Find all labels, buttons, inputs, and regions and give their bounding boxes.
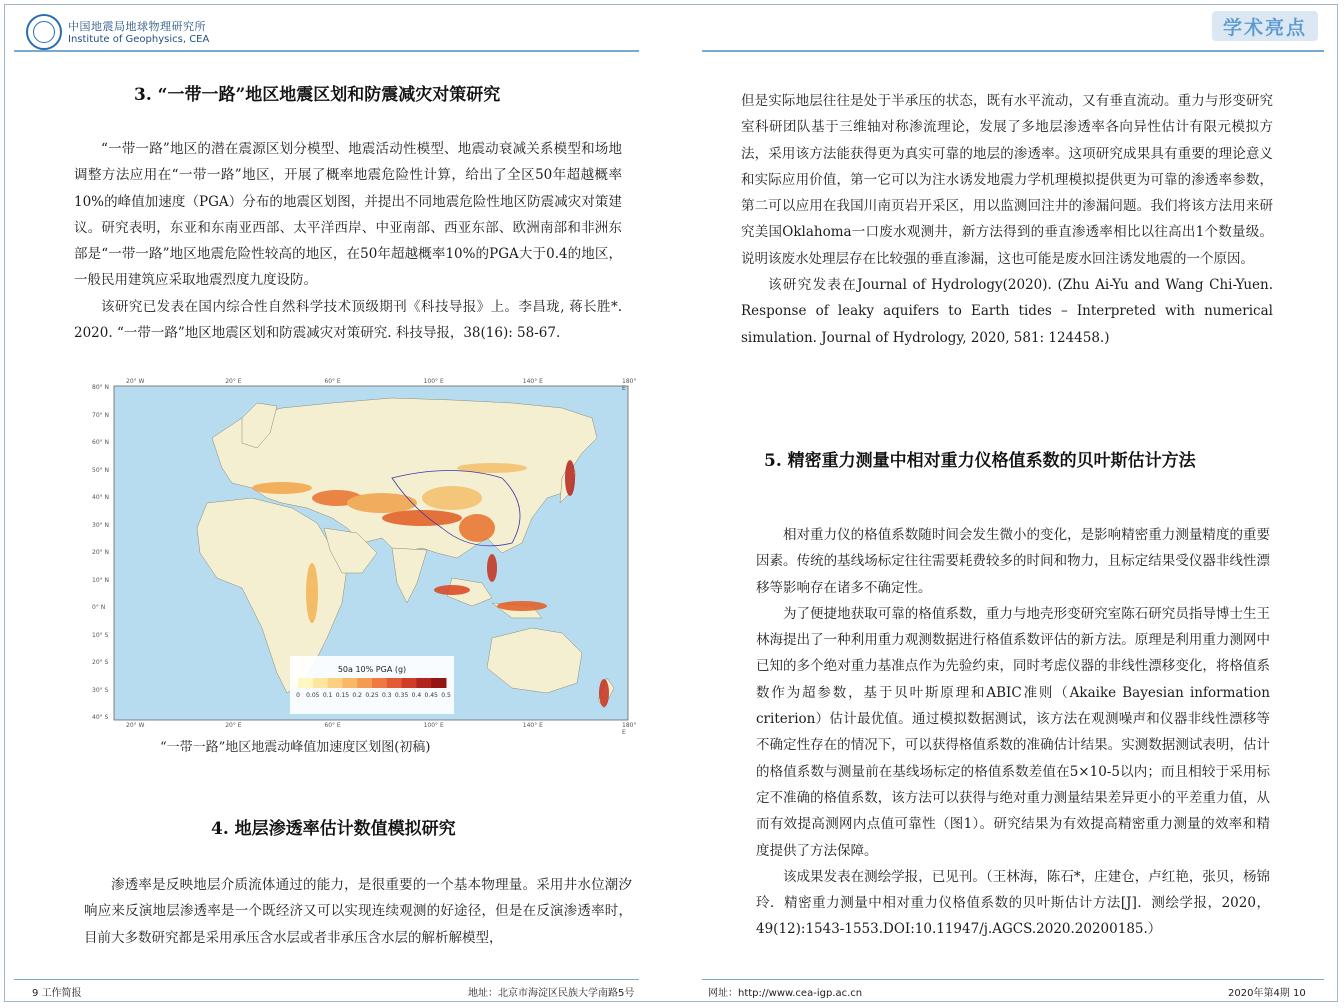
legend-tick-label: 0.4 [411, 692, 422, 699]
longitude-label: 140° E [522, 722, 543, 729]
section-5-title: 5. 精密重力测量中相对重力仪格值系数的贝叶斯估计方法 [764, 451, 1196, 471]
latitude-label: 0° N [92, 604, 106, 611]
header-rule-right [702, 50, 1324, 52]
issue-number: 2020年第4期 [1228, 988, 1290, 999]
section-4-body [84, 872, 632, 951]
section-3-paragraph-1: “一带一路”地区的潜在震源区划分模型、地震活动性模型、地震动衰减关系模型和场地调整方法应用在“一带一路”地区，开展了概率地震危险性计算，给出了全区50年超越概率10%的峰值加速度（PGA）分布的地震区划图，并提出不同地震危险性地区防震减灾对策建议。研究表明，东亚和东南亚西部、太平洋西岸、中亚南部、西亚东部、欧洲南部和非洲东部是“一带一路”地区地震危险性较高的地区，在50年超越概率10%的PGA大于0.4的地区，一般民用建筑应采取地震烈度九度设防。 [74, 141, 622, 289]
legend-swatch [298, 678, 313, 688]
footer-rule-left [14, 979, 639, 980]
legend-title: 50a 10% PGA (g) [337, 665, 407, 674]
latitude-label: 30° N [92, 521, 110, 529]
latitude-label: 60° N [92, 439, 110, 446]
journal-name: 工作简报 [41, 988, 82, 999]
section-5-paragraph-3: 该成果发表在测绘学报，已见刊。（王林海，陈石*，庄建仓，卢红艳，张贝，杨锦玲．精密重力测量中相对重力仪格值系数的贝叶斯估计方法[J]．测绘学报，2020，49(12):1543-1553.DOI:10.11947/j.AGCS.2020.20200185.） [756, 868, 1270, 938]
longitude-label: 20° E [225, 378, 242, 385]
legend-ticks [296, 692, 451, 699]
footer-rule-right [702, 979, 1324, 980]
section-5-body [756, 522, 1270, 943]
page-number-left: 9 [32, 988, 39, 999]
legend-tick-label: 0.5 [441, 692, 451, 699]
legend-tick-label: 0.45 [424, 692, 438, 699]
institute-name-en: Institute of Geophysics, CEA [68, 34, 210, 45]
section-5-paragraph-2: 为了便捷地获取可靠的格值系数，重力与地壳形变研究室陈石研究员指导博士生王林海提出了一种利用重力观测数据进行格值系数评估的新方法。原理是利用重力测网中已知的多个绝对重力基准点作为先验约束，同时考虑仪器的非线性漂移变化，将格值系数作为超参数，基于贝叶斯原理和ABIC准则（Akaike Bayesian information criterion）估计最优值。通过模拟数据测试，该方法在观测噪声和仪器非线性漂移等不确定性存在的情况下，可以获得格值系数的准确估计结果。实测数据测试表明，估计的格值系数与测量前在基线场标定的格值系数差值在5×10-5以内；而且相较于采用标定不准确的格值系数，该方法可以获得与绝对重力测量结果差异更小的平差重力值，从而有效提高测网内点值可靠性（图1）。研究结果为有效提高精密重力测量的效率和精度提供了方法保障。 [756, 605, 1270, 859]
pga-hazard-map [92, 378, 638, 736]
latitude-label: 10° N [92, 576, 110, 584]
header-rule-left [14, 50, 639, 52]
section-5-paragraph-1: 相对重力仪的格值系数随时间会发生微小的变化，是影响精密重力测量精度的重要因素。传统的基线场标定往往需要耗费较多的时间和物力，且标定结果受仪器非线性漂移等影响存在诸多不确定性。 [756, 527, 1270, 596]
longitude-label: 180° E [622, 378, 637, 392]
page-number-right: 10 [1293, 988, 1306, 999]
map-caption: “一带一路”地区地震动峰值加速度区划图(初稿) [160, 740, 431, 755]
longitude-label: 20° W [126, 722, 145, 729]
institute-logo [26, 14, 62, 50]
latitude-label: 70° N [92, 411, 110, 419]
legend-tick-label: 0.1 [322, 692, 333, 699]
latitude-label: 40° N [92, 494, 110, 501]
legend-tick-label: 0.05 [306, 692, 320, 699]
longitude-label: 180° E [622, 722, 637, 736]
legend-swatch [402, 678, 417, 688]
legend-swatch [431, 678, 446, 688]
section-badge: 学术亮点 [1212, 11, 1318, 41]
legend-tick-label: 0.15 [335, 692, 350, 699]
longitude-label: 60° E [324, 378, 341, 385]
latitude-label: 30° S [92, 686, 109, 694]
pga-map-svg [92, 378, 638, 730]
legend-tick-label: 0.2 [352, 692, 362, 699]
footer-address: 地址：北京市海淀区民族大学南路5号 [468, 988, 635, 999]
longitude-label: 100° E [423, 722, 444, 729]
institute-name-cn: 中国地震局地球物理研究所 [68, 20, 206, 33]
latitude-label: 80° N [92, 384, 110, 391]
longitude-label: 60° E [324, 722, 341, 729]
footer-left-page [32, 984, 82, 999]
longitude-label: 20° W [126, 378, 145, 385]
legend-colorbar [298, 678, 447, 688]
legend-tick-label: 0 [296, 692, 300, 699]
legend-tick-label: 0.3 [382, 692, 392, 699]
section-3-paragraph-2: 该研究已发表在国内综合性自然科学技术顶级期刊《科技导报》上。李昌珑, 蒋长胜*. 2020. “一带一路”地区地震区划和防震减灾对策研究. 科技导报，38(16): 58-67. [74, 298, 622, 342]
footer-website: 网址：http://www.cea-igp.ac.cn [708, 988, 863, 999]
longitude-label: 140° E [522, 378, 543, 385]
legend-tick-label: 0.35 [394, 692, 409, 699]
map-legend [290, 656, 454, 714]
longitude-label: 100° E [423, 378, 444, 385]
section-4-title: 4. 地层渗透率估计数值模拟研究 [211, 819, 456, 839]
section-4-paragraph-cont: 但是实际地层往往是处于半承压的状态，既有水平流动，又有垂直流动。重力与形变研究室科研团队基于三维轴对称渗流理论，发展了多地层渗透率各向异性估计有限元模拟方法，采用该方法能获得更为真实可靠的地层的渗透率。这项研究成果具有重要的理论意义和实际应用价值，第一它可以为注水诱发地震力学机理模拟提供更为可靠的渗透率参数，第二可以应用在我国川南页岩开采区，用以监测回注井的渗漏问题。我们将该方法用来研究美国Oklahoma一口废水观测井，新方法得到的垂直渗透率相比以往高出1个数量级。说明该废水处理层存在比较强的垂直渗漏，这也可能是废水回注诱发地震的一个原因。 [741, 93, 1273, 267]
latitude-label: 20° N [92, 549, 110, 556]
latitude-label: 40° S [92, 714, 109, 721]
legend-swatch [328, 678, 343, 688]
legend-swatch [357, 678, 372, 688]
latitude-label: 10° S [92, 631, 109, 639]
legend-swatch [313, 678, 328, 688]
legend-swatch [372, 678, 387, 688]
section-4-continued [741, 88, 1273, 351]
section-4-paragraph-1: 渗透率是反映地层介质流体通过的能力，是很重要的一个基本物理量。采用井水位潮汐响应来反演地层渗透率是一个既经济又可以实现连续观测的好途径，但是在反演渗透率时，目前大多数研究都是采用承压含水层或者非承压含水层的解析解模型， [84, 877, 632, 946]
section-3-title: 3. “一带一路”地区地震区划和防震减灾对策研究 [134, 85, 501, 105]
section-3-body [74, 136, 622, 346]
legend-tick-label: 0.25 [365, 692, 379, 699]
latitude-label: 20° S [92, 659, 109, 666]
legend-swatch [387, 678, 402, 688]
section-4-reference: 该研究发表在Journal of Hydrology(2020). (Zhu Ai-Yu and Wang Chi-Yuen. Response of leaky aquifers to Earth tides – Interpreted with numerical simulation. Journal of Hydrology, 2020, 581: 124458.) [741, 277, 1273, 346]
longitude-label: 20° E [225, 722, 242, 729]
legend-swatch [342, 678, 357, 688]
legend-swatch [416, 678, 431, 688]
latitude-label: 50° N [92, 466, 110, 474]
footer-right-page [1228, 984, 1306, 999]
